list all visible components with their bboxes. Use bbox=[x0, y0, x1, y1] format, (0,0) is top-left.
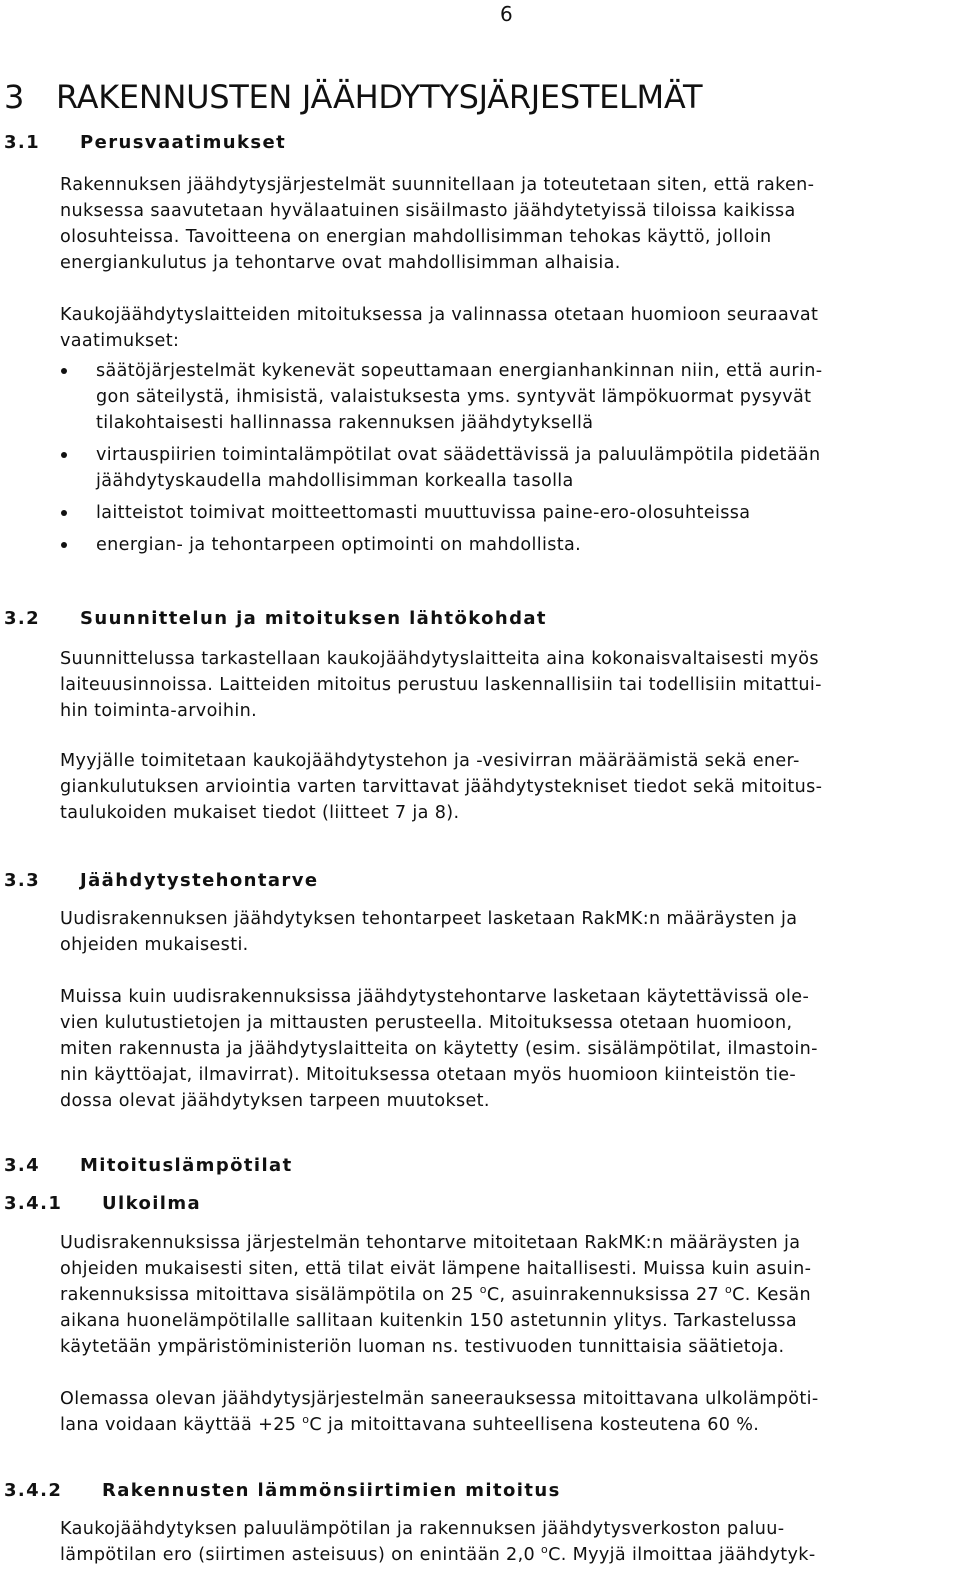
text-line: tilakohtaisesti hallinnassa rakennuksen jäähdytyksellä bbox=[96, 413, 594, 433]
text-line: hin toiminta-arvoihin. bbox=[60, 701, 258, 721]
text-line: ohjeiden mukaisesti siten, että tilat eivät lämpene haitallisesti. Muissa kuin asuin- bbox=[60, 1259, 812, 1279]
text-line: Suunnittelussa tarkastellaan kaukojäähdytyslaitteita aina kokonaisvaltaisesti myös bbox=[60, 649, 819, 669]
text-line: Olemassa olevan jäähdytysjärjestelmän saneerauksessa mitoittavana ulkolämpöti- bbox=[60, 1389, 819, 1409]
section-title: Ulkoilma bbox=[102, 1193, 202, 1214]
list-item bbox=[60, 500, 950, 526]
bullet-icon bbox=[61, 542, 67, 548]
text-line: Kaukojäähdytyslaitteiden mitoituksessa ja valinnassa otetaan huomioon seuraavat bbox=[60, 305, 819, 325]
text-segment: C, asuinrakennuksissa 27 bbox=[486, 1285, 726, 1305]
text-line: olosuhteissa. Tavoitteena on energian mahdollisimman tehokas käyttö, jolloin bbox=[60, 227, 772, 247]
section-number: 3.4.2 bbox=[4, 1480, 63, 1501]
text-line: Uudisrakennuksissa järjestelmän tehontarve mitoitetaan RakMK:n määräysten ja bbox=[60, 1233, 801, 1253]
degree-superscript: o bbox=[541, 1543, 549, 1557]
paragraph-requirements-intro bbox=[60, 172, 950, 276]
text-segment: C ja mitoittavana suhteellisena kosteutena 60 %. bbox=[309, 1415, 760, 1435]
text-line: Rakennuksen jäähdytysjärjestelmät suunnitellaan ja toteutetaan siten, että raken- bbox=[60, 175, 815, 195]
paragraph-new-buildings-power bbox=[60, 906, 950, 958]
paragraph-dimensioning-requirements bbox=[60, 302, 950, 354]
bullet-icon bbox=[61, 510, 67, 516]
text-line: energian- ja tehontarpeen optimointi on mahdollista. bbox=[96, 535, 582, 555]
requirements-list bbox=[60, 358, 950, 564]
bullet-icon bbox=[61, 368, 67, 374]
text-line: Muissa kuin uudisrakennuksissa jäähdytystehontarve lasketaan käytettävissä ole- bbox=[60, 987, 810, 1007]
chapter-number: 3 bbox=[4, 78, 25, 116]
text-line: gon säteilystä, ihmisistä, valaistuksesta yms. syntyvät lämpökuormat pysyvät bbox=[96, 387, 812, 407]
text-line: laitteistot toimivat moitteettomasti muuttuvissa paine-ero-olosuhteissa bbox=[96, 503, 751, 523]
text-segment: lämpötilan ero (siirtimen asteisuus) on enintään 2,0 bbox=[60, 1545, 541, 1565]
section-title: Jäähdytystehontarve bbox=[80, 870, 319, 891]
text-line: säätöjärjestelmät kykenevät sopeuttamaan energianhankinnan niin, että aurin- bbox=[96, 361, 823, 381]
text-segment: rakennuksissa mitoittava sisälämpötila on 25 bbox=[60, 1285, 480, 1305]
text-line: jäähdytyskaudella mahdollisimman korkealla tasolla bbox=[96, 471, 574, 491]
section-title: Suunnittelun ja mitoituksen lähtökohdat bbox=[80, 608, 547, 629]
text-line: miten rakennusta ja jäähdytyslaitteita on käytetty (esim. sisälämpötilat, ilmastoin- bbox=[60, 1039, 818, 1059]
text-line: Kaukojäähdytyksen paluulämpötilan ja rakennuksen jäähdytysverkoston paluu- bbox=[60, 1519, 785, 1539]
degree-superscript: o bbox=[479, 1283, 487, 1297]
text-line: Myyjälle toimitetaan kaukojäähdytystehon ja -vesivirran määräämistä sekä ener- bbox=[60, 751, 800, 771]
text-line: nuksessa saavutetaan hyvälaatuinen sisäilmasto jäähdytetyissä tiloissa kaikissa bbox=[60, 201, 796, 221]
section-title: Rakennusten lämmönsiirtimien mitoitus bbox=[102, 1480, 561, 1501]
section-number: 3.1 bbox=[4, 132, 41, 153]
bullet-icon bbox=[61, 452, 67, 458]
page-number: 6 bbox=[500, 2, 513, 26]
text-line: energiankulutus ja tehontarve ovat mahdollisimman alhaisia. bbox=[60, 253, 621, 273]
text-line: käytetään ympäristöministeriön luoman ns. testivuoden tunnittaisia säätietoja. bbox=[60, 1337, 785, 1357]
paragraph-outdoor-new-buildings bbox=[60, 1230, 950, 1360]
chapter-title: RAKENNUSTEN JÄÄHDYTYSJÄRJESTELMÄT bbox=[56, 78, 703, 116]
section-number: 3.4 bbox=[4, 1155, 41, 1176]
list-item bbox=[60, 358, 950, 436]
paragraph-existing-buildings-power bbox=[60, 984, 950, 1114]
degree-superscript: o bbox=[725, 1283, 733, 1297]
section-number: 3.4.1 bbox=[4, 1193, 63, 1214]
text-line: vaatimukset: bbox=[60, 331, 180, 351]
text-line bbox=[60, 1412, 950, 1438]
text-segment: C. Myyjä ilmoittaa jäähdytyk- bbox=[548, 1545, 816, 1565]
text-line: vien kulutustietojen ja mittausten perusteella. Mitoituksessa otetaan huomioon, bbox=[60, 1013, 793, 1033]
text-line: laiteuusinnoissa. Laitteiden mitoitus perustuu laskennallisiin tai todellisiin mitattui- bbox=[60, 675, 822, 695]
paragraph-seller-data bbox=[60, 748, 950, 826]
text-segment: C. Kesän bbox=[732, 1285, 811, 1305]
section-title: Mitoituslämpötilat bbox=[80, 1155, 293, 1176]
paragraph-outdoor-existing-systems bbox=[60, 1386, 950, 1438]
degree-superscript: o bbox=[302, 1413, 310, 1427]
text-line bbox=[60, 1282, 950, 1308]
text-line: giankulutuksen arviointia varten tarvittavat jäähdytystekniset tiedot sekä mitoitus- bbox=[60, 777, 823, 797]
chapter-heading bbox=[4, 78, 702, 116]
list-item bbox=[60, 442, 950, 494]
section-number: 3.3 bbox=[4, 870, 41, 891]
text-line: virtauspiirien toimintalämpötilat ovat säädettävissä ja paluulämpötila pidetään bbox=[96, 445, 821, 465]
paragraph-heat-exchanger-sizing bbox=[60, 1516, 950, 1568]
text-line: aikana huonelämpötilalle sallitaan kuitenkin 150 astetunnin ylitys. Tarkastelussa bbox=[60, 1311, 798, 1331]
list-item bbox=[60, 532, 950, 558]
text-line: ohjeiden mukaisesti. bbox=[60, 935, 249, 955]
text-line bbox=[60, 1542, 950, 1568]
text-segment: lana voidaan käyttää +25 bbox=[60, 1415, 303, 1435]
text-line: taulukoiden mukaiset tiedot (liitteet 7 ja 8). bbox=[60, 803, 460, 823]
section-title: Perusvaatimukset bbox=[80, 132, 287, 153]
text-line: dossa olevat jäähdytyksen tarpeen muutokset. bbox=[60, 1091, 490, 1111]
text-line: Uudisrakennuksen jäähdytyksen tehontarpeet lasketaan RakMK:n määräysten ja bbox=[60, 909, 798, 929]
text-line: nin käyttöajat, ilmavirrat). Mitoituksessa otetaan myös huomioon kiinteistön tie- bbox=[60, 1065, 797, 1085]
section-number: 3.2 bbox=[4, 608, 41, 629]
paragraph-design-basis bbox=[60, 646, 950, 724]
